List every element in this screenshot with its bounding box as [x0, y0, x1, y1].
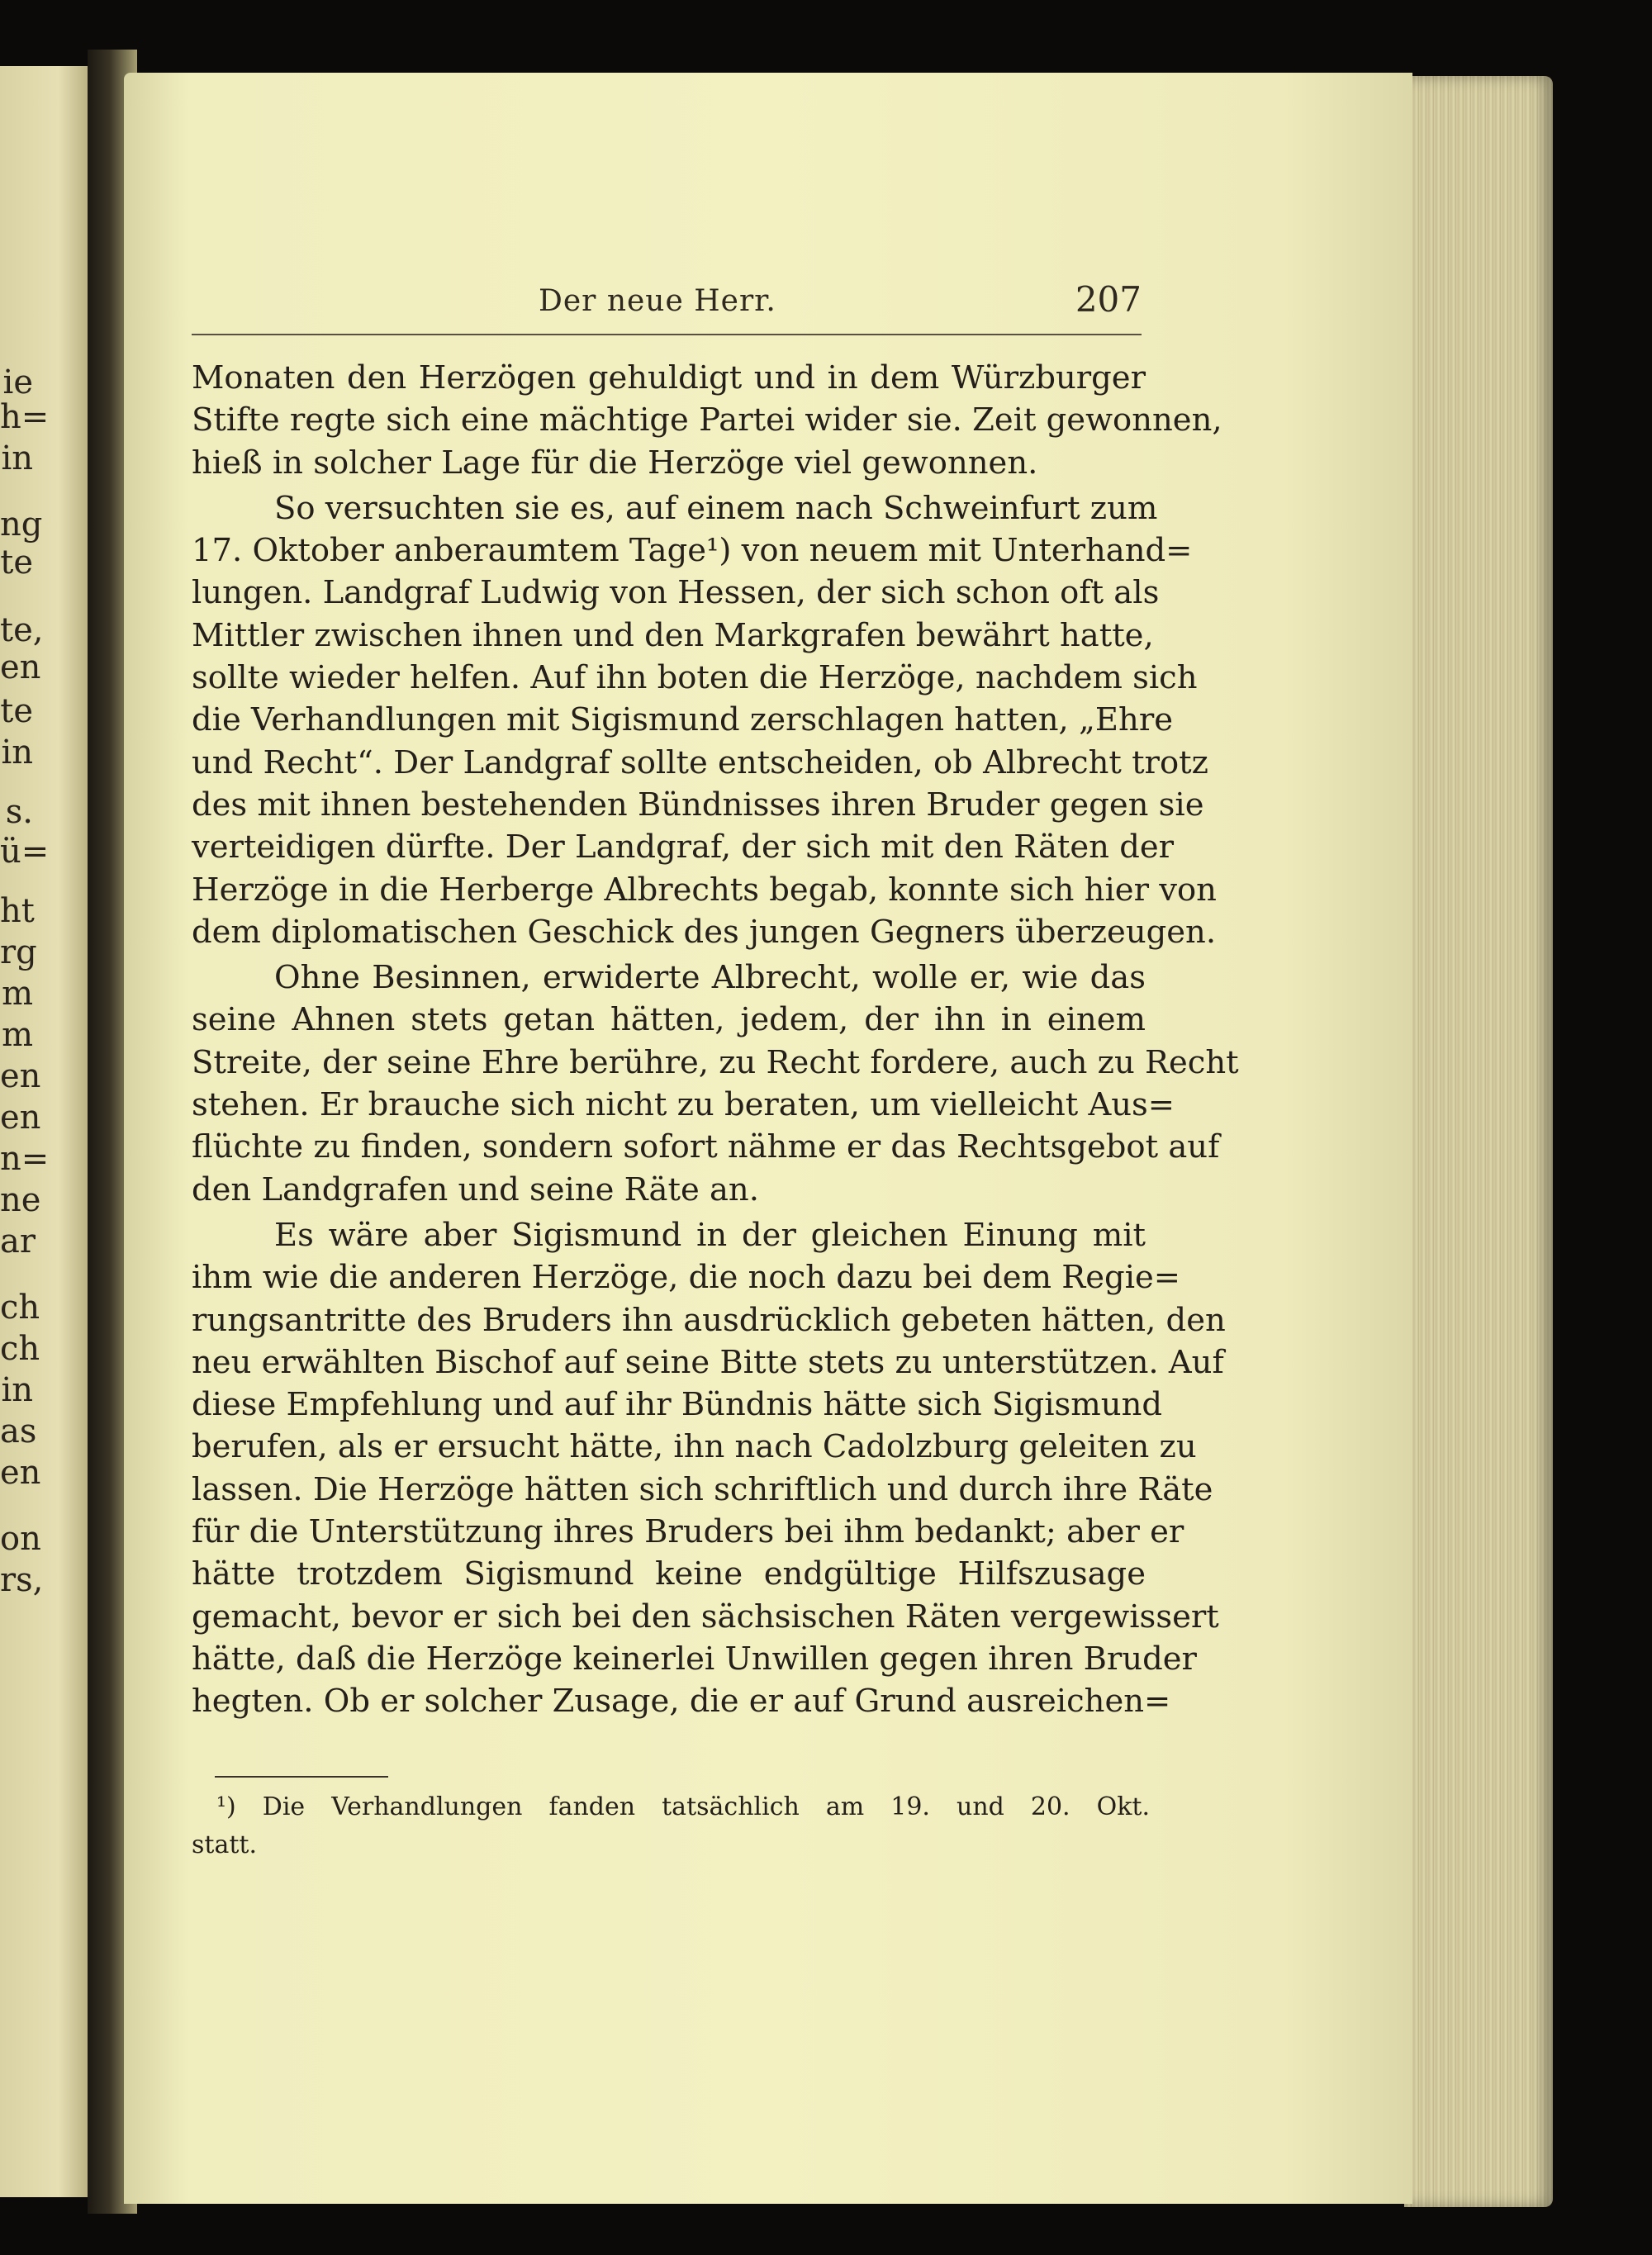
text-line: Streite, der seine Ehre berühre, zu Recht fordere, auch zu Recht — [192, 1043, 1239, 1081]
footnote-line: ¹) Die Verhandlungen fanden tatsächlich am 19. und 20. Okt. — [216, 1792, 1150, 1821]
left-page-fragment: on — [0, 1520, 41, 1558]
text-line: diese Empfehlung und auf ihr Bündnis hätte sich Sigismund — [192, 1386, 1163, 1424]
left-page-fragment: ch — [0, 1289, 40, 1327]
left-page-fragment: in — [1, 733, 33, 771]
text-line: ihm wie die anderen Herzöge, die noch dazu bei dem Regie= — [192, 1259, 1181, 1297]
text-line: So versuchten sie es, auf einem nach Schweinfurt zum — [274, 489, 1158, 527]
text-line: berufen, als er ersucht hätte, ihn nach Cadolzburg geleiten zu — [192, 1428, 1197, 1466]
left-page-fragment: m — [2, 975, 33, 1013]
text-line: Mittler zwischen ihnen und den Markgrafen bewährt hatte, — [192, 616, 1154, 654]
left-page-fragment: n= — [0, 1140, 50, 1178]
left-page-fragment: en — [0, 1057, 41, 1095]
body-text — [192, 357, 1239, 1723]
page-header — [192, 281, 1142, 335]
left-page-fragment: te — [0, 544, 33, 582]
text-line: Stifte regte sich eine mächtige Partei wider sie. Zeit gewonnen, — [192, 401, 1222, 439]
text-line: des mit ihnen bestehenden Bündnisses ihren Bruder gegen sie — [192, 786, 1204, 824]
text-line: sollte wieder helfen. Auf ihn boten die Herzöge, nachdem sich — [192, 659, 1198, 697]
left-page-fragment: ar — [0, 1222, 36, 1260]
text-line: dem diplomatischen Geschick des jungen Gegners überzeugen. — [192, 913, 1217, 951]
text-line: neu erwählten Bischof auf seine Bitte stets zu unterstützen. Auf — [192, 1343, 1224, 1381]
text-line: den Landgrafen und seine Räte an. — [192, 1170, 759, 1208]
left-page-fragment: en — [0, 648, 41, 686]
text-line: verteidigen dürfte. Der Landgraf, der sich mit den Räten der — [192, 828, 1175, 866]
text-line: für die Unterstützung ihres Bruders bei ihm bedankt; aber er — [192, 1513, 1184, 1551]
left-page-fragment: in — [1, 1371, 33, 1409]
footnote-rule — [215, 1776, 388, 1778]
left-page-fragment: te, — [0, 611, 44, 649]
text-line: stehen. Er brauche sich nicht zu beraten, um vielleicht Aus= — [192, 1086, 1175, 1124]
text-line: Herzöge in die Herberge Albrechts begab, konnte sich hier von — [192, 871, 1217, 909]
text-line: und Recht“. Der Landgraf sollte entscheiden, ob Albrecht trotz — [192, 743, 1208, 781]
text-line: Es wäre aber Sigismund in der gleichen Einung mit — [274, 1216, 1146, 1254]
left-page-fragment: ie — [2, 363, 33, 401]
left-page-fragment: s. — [5, 793, 33, 831]
left-page-fragment: ht — [0, 892, 35, 930]
text-line: seine Ahnen stets getan hätten, jedem, der ihn in einem — [192, 1001, 1146, 1039]
text-line: flüchte zu finden, sondern sofort nähme er das Rechtsgebot auf — [192, 1128, 1220, 1166]
page-edges — [1404, 76, 1553, 2207]
text-line: hätte trotzdem Sigismund keine endgültige Hilfszusage — [192, 1555, 1146, 1593]
text-line: die Verhandlungen mit Sigismund zerschlagen hatten, „Ehre — [192, 701, 1174, 739]
text-line: 17. Oktober anberaumtem Tage¹) von neuem mit Unterhand= — [192, 532, 1193, 570]
left-page-fragment: m — [2, 1016, 33, 1054]
left-page-fragment: en — [0, 1454, 41, 1492]
text-line: Ohne Besinnen, erwiderte Albrecht, wolle er, wie das — [274, 959, 1146, 997]
left-page-fragment: ü= — [0, 833, 50, 871]
footnote-line: statt. — [192, 1830, 257, 1859]
text-line: hegten. Ob er solcher Zusage, die er auf Grund ausreichen= — [192, 1683, 1171, 1721]
left-page-fragment: ne — [0, 1181, 41, 1219]
left-page-fragment: as — [0, 1412, 37, 1450]
left-page-fragment: in — [1, 439, 33, 477]
page-number: 207 — [1075, 279, 1142, 320]
text-line: lassen. Die Herzöge hätten sich schriftlich und durch ihre Räte — [192, 1470, 1213, 1508]
text-line: hieß in solcher Lage für die Herzöge viel gewonnen. — [192, 444, 1038, 482]
left-page-fragment: h= — [0, 398, 50, 436]
left-page-fragment: rg — [0, 933, 37, 971]
left-facing-page — [0, 66, 97, 2197]
left-page-fragment: rs, — [0, 1561, 44, 1599]
left-page-fragment: ch — [0, 1330, 40, 1368]
running-head: Der neue Herr. — [539, 284, 776, 318]
left-page-fragment: ng — [0, 506, 43, 544]
text-line: lungen. Landgraf Ludwig von Hessen, der sich schon oft als — [192, 574, 1160, 612]
left-page-fragment: te — [0, 692, 33, 730]
text-line: gemacht, bevor er sich bei den sächsischen Räten vergewissert — [192, 1597, 1219, 1635]
text-line: Monaten den Herzögen gehuldigt und in dem Würzburger — [192, 359, 1146, 396]
text-line: rungsantritte des Bruders ihn ausdrücklich gebeten hätten, den — [192, 1301, 1226, 1339]
left-page-fragment: en — [0, 1099, 41, 1137]
text-line: hätte, daß die Herzöge keinerlei Unwillen gegen ihren Bruder — [192, 1640, 1197, 1678]
footnote — [192, 1788, 1150, 1864]
